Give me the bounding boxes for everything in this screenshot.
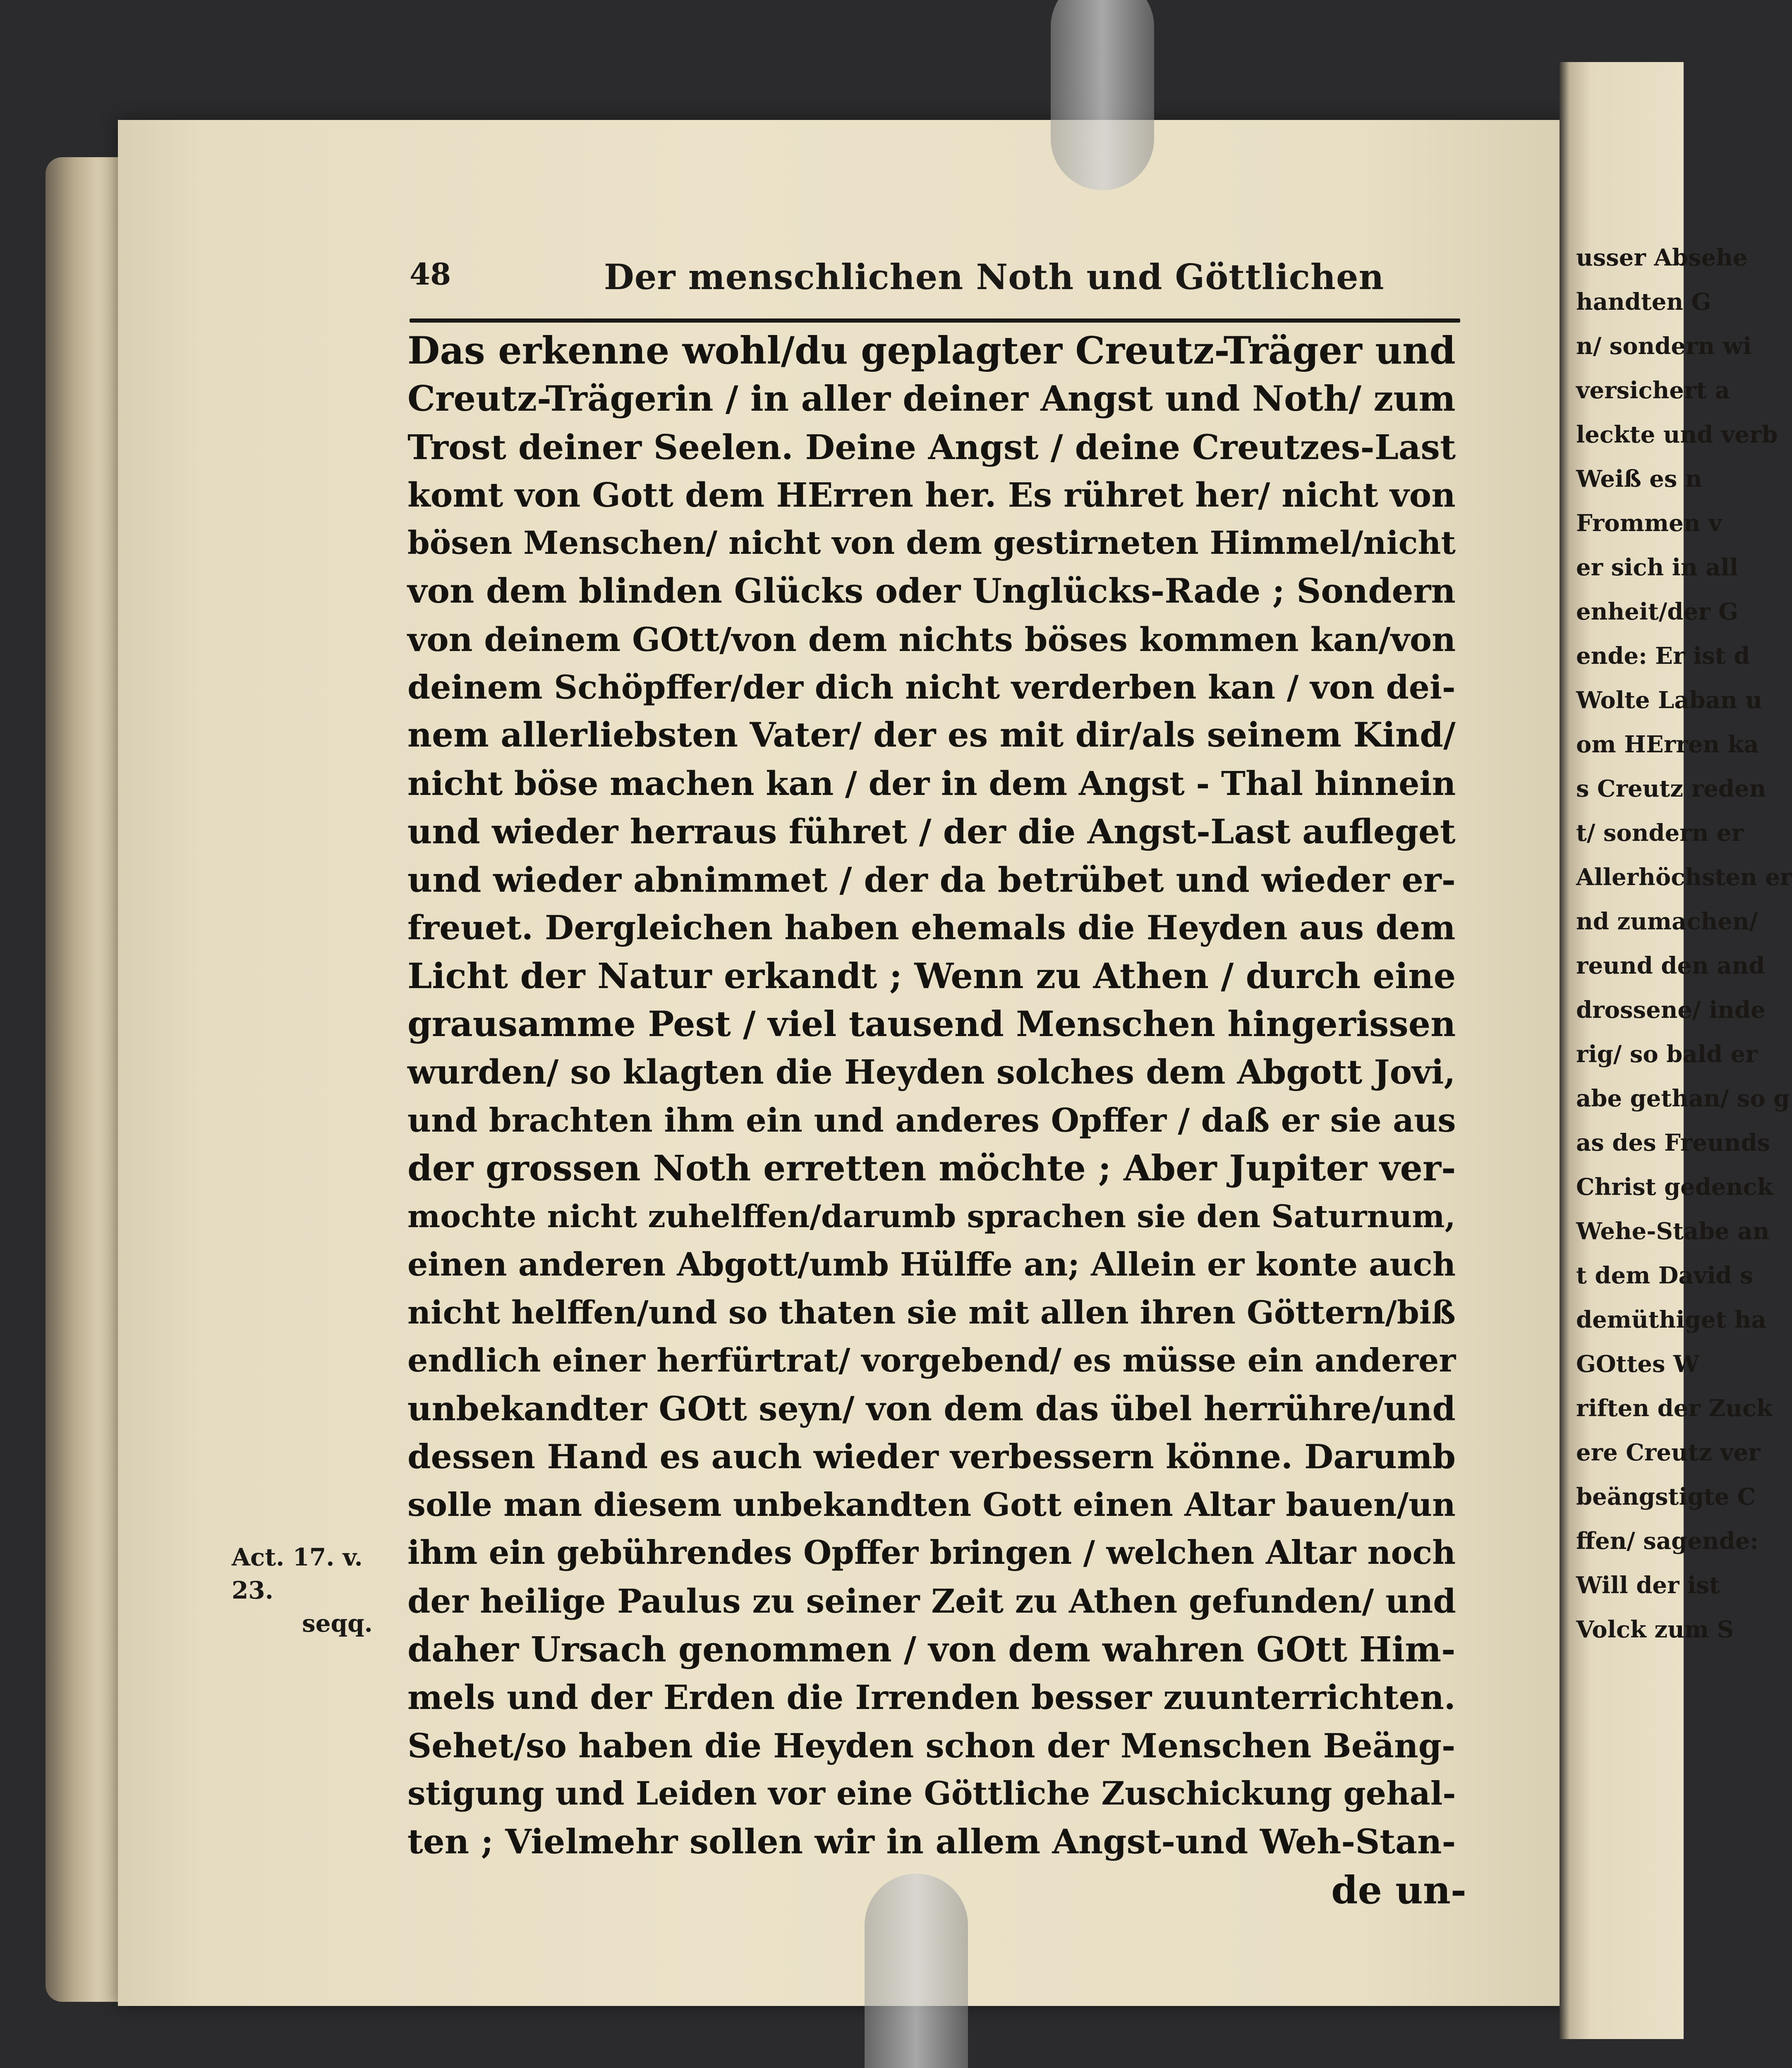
facing-page-line: Wolte Laban u bbox=[1576, 687, 1762, 714]
text-line: endlich einer herfürtrat/ vorgebend/ es müsse ein anderer bbox=[407, 1342, 1456, 1380]
text-line: grausamme Pest / viel tausend Menschen hingerissen bbox=[407, 1003, 1456, 1045]
text-line: Sehet/so haben die Heyden schon der Menschen Beäng- bbox=[407, 1726, 1456, 1765]
text-line: deinem Schöpffer/der dich nicht verderben kan / von dei- bbox=[407, 668, 1456, 707]
facing-page-line: demüthiget ha bbox=[1576, 1306, 1766, 1333]
text-line: von deinem GOtt/von dem nichts böses kommen kan/von bbox=[407, 620, 1456, 659]
text-line: von dem blinden Glücks oder Unglücks-Rade ; Sondern bbox=[407, 571, 1456, 611]
facing-page-line: Volck zum S bbox=[1576, 1616, 1734, 1643]
facing-page-line: ende: Er ist d bbox=[1576, 642, 1750, 670]
facing-page-line: Wehe-Stabe an bbox=[1576, 1218, 1770, 1245]
facing-page-line: abe gethan/ so g bbox=[1576, 1085, 1790, 1112]
facing-page-line: enheit/der G bbox=[1576, 598, 1738, 625]
text-line: und brachten ihm ein und anderes Opffer / daß er sie aus bbox=[407, 1101, 1456, 1139]
facing-page-text bbox=[1576, 236, 1792, 1652]
facing-page-line: GOttes W bbox=[1576, 1350, 1699, 1378]
text-line: mochte nicht zuhelffen/darumb sprachen sie den Saturnum, bbox=[407, 1198, 1456, 1235]
facing-page bbox=[1560, 62, 1792, 2039]
text-line: der heilige Paulus zu seiner Zeit zu Athen gefunden/ und bbox=[407, 1582, 1456, 1620]
facing-page-line: t dem David s bbox=[1576, 1262, 1753, 1289]
top-page-clip bbox=[1051, 0, 1154, 190]
facing-page-line: Allerhöchsten er bbox=[1576, 864, 1792, 891]
facing-page-line: reund den and bbox=[1576, 952, 1765, 979]
text-line: nicht böse machen kan / der in dem Angst - Thal hinnein bbox=[407, 764, 1456, 803]
bottom-page-clip bbox=[865, 1874, 968, 2068]
text-line: Licht der Natur erkandt ; Wenn zu Athen / durch eine bbox=[407, 955, 1456, 996]
margin-note-reference: Act. 17. v. 23. bbox=[232, 1543, 363, 1604]
facing-page-line: Frommen v bbox=[1576, 510, 1722, 537]
text-line: freuet. Dergleichen haben ehemals die Heyden aus dem bbox=[407, 908, 1456, 948]
header-rule bbox=[410, 318, 1460, 323]
facing-page-line: om HErren ka bbox=[1576, 731, 1759, 758]
text-line: dessen Hand es auch wieder verbessern könne. Darumb bbox=[407, 1437, 1456, 1477]
facing-page-line: usser Absehe bbox=[1576, 244, 1748, 271]
facing-page-line: ffen/ sagende: bbox=[1576, 1527, 1759, 1555]
text-line: nem allerliebsten Vater/ der es mit dir/als seinem Kind/ bbox=[407, 716, 1456, 755]
text-line: komt von Gott dem HErren her. Es rühret her/ nicht von bbox=[407, 475, 1456, 515]
text-line: daher Ursach genommen / von dem wahren GOtt Him- bbox=[407, 1629, 1456, 1670]
page-header bbox=[410, 256, 1460, 306]
facing-page-line: versichert a bbox=[1576, 377, 1730, 404]
text-line: und wieder abnimmet / der da betrübet und wieder er- bbox=[407, 859, 1456, 900]
facing-page-line: riften der Zuck bbox=[1576, 1395, 1773, 1422]
facing-page-line: leckte und verb bbox=[1576, 421, 1778, 448]
text-line: einen anderen Abgott/umb Hülffe an; Allein er konte auch bbox=[407, 1245, 1456, 1283]
facing-page-line: as des Freunds bbox=[1576, 1129, 1770, 1156]
facing-page-line: handten G bbox=[1576, 288, 1711, 316]
page-number: 48 bbox=[410, 256, 451, 292]
facing-page-line: er sich in all bbox=[1576, 554, 1739, 581]
text-line: mels und der Erden die Irrenden besser zuunterrichten. bbox=[407, 1678, 1456, 1717]
body-text bbox=[407, 327, 1466, 1914]
text-line: bösen Menschen/ nicht von dem gestirneten Himmel/nicht bbox=[407, 524, 1456, 562]
facing-page-line: rig/ so bald er bbox=[1576, 1041, 1758, 1068]
margin-note-seqq: seqq. bbox=[302, 1609, 373, 1637]
text-line: Creutz-Trägerin / in aller deiner Angst und Noth/ zum bbox=[407, 378, 1456, 419]
catchword: de un- bbox=[1331, 1867, 1466, 1912]
text-line: ihm ein gebührendes Opffer bringen / welchen Altar noch bbox=[407, 1534, 1456, 1572]
facing-page-line: s Creutz reden bbox=[1576, 775, 1766, 802]
text-line: der grossen Noth erretten möchte ; Aber Jupiter ver- bbox=[407, 1148, 1456, 1190]
text-line: wurden/ so klagten die Heyden solches dem Abgott Jovi, bbox=[407, 1052, 1456, 1092]
facing-page-line: drossene/ inde bbox=[1576, 996, 1766, 1024]
text-line: und wieder herraus führet / der die Angst-Last aufleget bbox=[407, 811, 1456, 852]
facing-page-line: Will der ist bbox=[1576, 1572, 1720, 1599]
facing-page-line: n/ sondern wi bbox=[1576, 333, 1752, 360]
facing-page-line: Christ gedenck bbox=[1576, 1173, 1773, 1201]
text-line: solle man diesem unbekandten Gott einen Altar bauen/un bbox=[407, 1486, 1456, 1524]
margin-note bbox=[232, 1541, 405, 1640]
text-line: unbekandter GOtt seyn/ von dem das übel herrühre/und bbox=[407, 1389, 1456, 1429]
text-line: ten ; Vielmehr sollen wir in allem Angst-und Weh-Stan- bbox=[407, 1822, 1456, 1862]
text-line: Trost deiner Seelen. Deine Angst / deine Creutzes-Last bbox=[407, 426, 1456, 467]
text-line: Das erkenne wohl/du geplagter Creutz-Träger und bbox=[407, 329, 1456, 373]
facing-page-line: ere Creutz ver bbox=[1576, 1439, 1761, 1466]
facing-page-line: beängstigte C bbox=[1576, 1483, 1756, 1510]
facing-page-line: Weiß es n bbox=[1576, 465, 1702, 493]
running-head: Der menschlichen Noth und Göttlichen bbox=[604, 256, 1385, 297]
facing-page-line: nd zumachen/ bbox=[1576, 908, 1758, 935]
text-line: nicht helffen/und so thaten sie mit allen ihren Göttern/biß bbox=[407, 1293, 1456, 1331]
facing-page-line: t/ sondern er bbox=[1576, 819, 1744, 847]
text-line: stigung und Leiden vor eine Göttliche Zuschickung gehal- bbox=[407, 1774, 1456, 1812]
